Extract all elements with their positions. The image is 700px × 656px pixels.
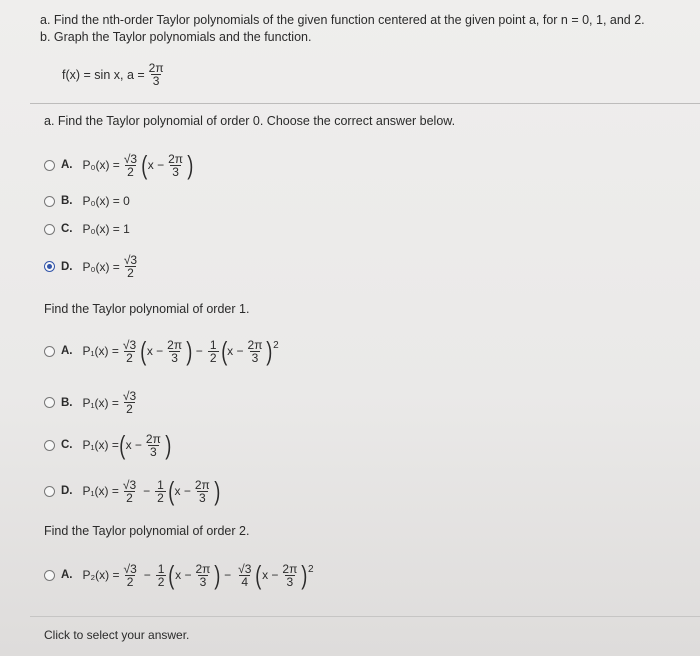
- frac-num: 2π: [282, 561, 298, 576]
- frac-den: 2: [157, 574, 165, 589]
- instruction-b: b. Graph the Taylor polynomials and the function.: [40, 30, 312, 44]
- order2-prompt: Find the Taylor polynomial of order 2.: [44, 524, 250, 538]
- order0-option-c[interactable]: [44, 222, 130, 236]
- left-paren: (: [168, 560, 175, 590]
- frac-den: 3: [150, 444, 157, 459]
- function-lhs: f(x) = sin x, a =: [62, 67, 145, 82]
- radio-button[interactable]: [44, 224, 55, 235]
- frac-num: 2π: [168, 151, 184, 166]
- radio-button[interactable]: [44, 570, 55, 581]
- poly-lhs: P₂(x) =: [82, 568, 120, 582]
- frac-den: 2: [157, 490, 164, 505]
- order1-prompt: Find the Taylor polynomial of order 1.: [44, 302, 250, 316]
- order1-option-d[interactable]: [44, 478, 221, 504]
- right-paren: ): [214, 560, 221, 590]
- order0-option-b[interactable]: [44, 194, 130, 208]
- minus-sign: −: [143, 484, 151, 498]
- frac-num: √3: [122, 389, 137, 403]
- x-minus: x −: [147, 158, 165, 172]
- radio-button[interactable]: [44, 160, 55, 171]
- poly-lhs: P₁(x) =: [82, 438, 119, 452]
- fraction-numerator: 2π: [148, 61, 164, 75]
- radio-button[interactable]: [44, 346, 55, 357]
- frac-den: 2: [209, 350, 217, 365]
- frac-den: 3: [286, 574, 294, 589]
- frac-den: 4: [241, 574, 249, 589]
- radio-button[interactable]: [44, 440, 55, 451]
- frac-den: 2: [127, 164, 134, 179]
- x-minus: x −: [146, 344, 164, 358]
- poly-lhs: P₁(x) =: [82, 395, 119, 410]
- exponent: 2: [308, 564, 314, 575]
- frac-den: 2: [127, 266, 134, 280]
- frac-den: 3: [171, 350, 178, 365]
- footer-hint: Click to select your answer.: [44, 628, 190, 642]
- poly-lhs: P₀(x) =: [82, 259, 120, 274]
- frac-num: √3: [123, 151, 138, 166]
- option-math: [83, 432, 172, 458]
- question-header: [40, 12, 645, 46]
- right-paren: ): [186, 336, 193, 366]
- option-letter: D.: [61, 485, 73, 497]
- frac-num: 2π: [194, 477, 210, 492]
- left-paren: (: [141, 150, 148, 180]
- order1-option-b[interactable]: [44, 390, 140, 415]
- x-minus: x −: [174, 484, 191, 498]
- option-math: [83, 390, 141, 415]
- part-a-prompt: a. Find the Taylor polynomial of order 0. Choose the correct answer below.: [44, 114, 456, 128]
- option-math: [83, 254, 142, 279]
- radio-button[interactable]: [44, 486, 55, 497]
- frac-den: 3: [199, 574, 207, 589]
- minus-sign: −: [143, 568, 151, 582]
- radio-button[interactable]: [44, 196, 55, 207]
- option-letter: C.: [61, 439, 73, 451]
- order0-option-d[interactable]: [44, 254, 141, 279]
- right-paren: ): [266, 336, 273, 366]
- center-fraction: [147, 62, 166, 87]
- option-text: P₀(x) = 0: [82, 194, 130, 208]
- frac-den: 2: [126, 490, 133, 505]
- frac-num: 1: [157, 561, 165, 576]
- option-letter: C.: [61, 223, 73, 235]
- option-letter: B.: [61, 195, 73, 207]
- right-paren: ): [214, 476, 221, 506]
- divider-bottom: [30, 616, 700, 617]
- frac-num: √3: [122, 337, 137, 352]
- frac-num: √3: [122, 477, 137, 492]
- option-math: [83, 478, 221, 504]
- frac-num: √3: [123, 561, 137, 576]
- poly-lhs: P₁(x) =: [82, 344, 119, 358]
- poly-lhs: P₀(x) =: [82, 158, 120, 172]
- order1-option-c[interactable]: [44, 432, 172, 458]
- x-minus: x −: [262, 568, 279, 582]
- right-paren: ): [187, 150, 194, 180]
- frac-num: √3: [123, 253, 138, 267]
- left-paren: (: [140, 336, 147, 366]
- option-letter: A.: [61, 345, 73, 357]
- order2-option-a[interactable]: [44, 562, 314, 588]
- frac-num: 1: [157, 477, 164, 492]
- frac-num: 2π: [145, 431, 161, 446]
- fraction-denominator: 3: [152, 74, 160, 88]
- option-letter: B.: [61, 396, 73, 409]
- left-paren: (: [220, 336, 227, 366]
- frac-den: 2: [126, 574, 134, 589]
- option-math: [83, 338, 279, 364]
- order1-option-a[interactable]: [44, 338, 279, 364]
- option-letter: A.: [61, 159, 73, 171]
- left-paren: (: [119, 430, 126, 460]
- radio-button-selected[interactable]: [44, 261, 55, 272]
- instruction-a: a. Find the nth-order Taylor polynomials of the given function centered at the given point a, for n = 0, 1, and 2.: [40, 13, 645, 27]
- left-paren: (: [168, 476, 175, 506]
- x-minus: x −: [227, 344, 244, 358]
- radio-button[interactable]: [44, 397, 55, 408]
- option-letter: A.: [61, 569, 73, 581]
- right-paren: ): [301, 560, 308, 590]
- option-letter: D.: [61, 260, 73, 273]
- poly-lhs: P₁(x) =: [82, 484, 119, 498]
- order0-option-a[interactable]: [44, 152, 194, 178]
- function-definition: [62, 62, 168, 87]
- frac-den: 2: [126, 350, 133, 365]
- exponent: 2: [273, 340, 279, 351]
- minus-sign: −: [224, 568, 232, 582]
- option-math: [83, 562, 314, 588]
- x-minus: x −: [175, 568, 192, 582]
- left-paren: (: [255, 560, 262, 590]
- frac-num: 2π: [247, 337, 263, 352]
- option-math: [83, 152, 194, 178]
- frac-num: 2π: [195, 561, 211, 576]
- frac-den: 2: [126, 402, 133, 416]
- frac-num: 1: [209, 337, 217, 352]
- frac-num: √3: [238, 561, 252, 576]
- right-paren: ): [165, 430, 172, 460]
- frac-den: 3: [199, 490, 206, 505]
- divider: [30, 103, 700, 104]
- frac-num: 2π: [167, 337, 183, 352]
- frac-den: 3: [172, 164, 179, 179]
- x-minus: x −: [125, 438, 142, 452]
- option-text: P₀(x) = 1: [82, 222, 130, 236]
- minus-sign: −: [195, 344, 203, 358]
- frac-den: 3: [251, 350, 259, 365]
